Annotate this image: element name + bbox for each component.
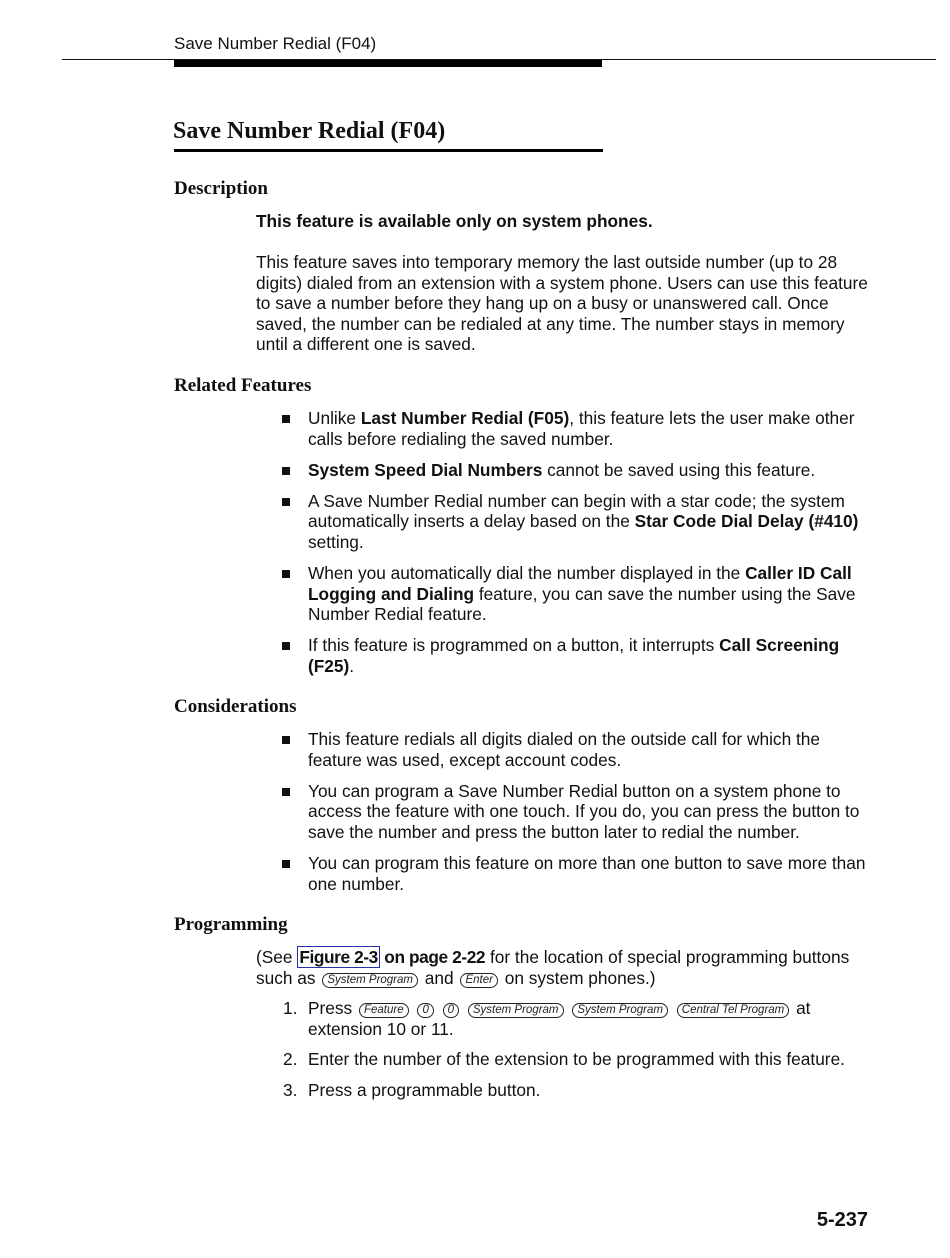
enter-key: Enter (460, 973, 498, 988)
zero-key: 0 (417, 1003, 433, 1018)
bullet-square-icon (282, 467, 290, 475)
list-item: You can program a Save Number Redial button on a system phone to access the feature with one touch. If you do, you can press the button to save the number and press the button later to redial the number. (256, 781, 872, 843)
system-program-key: System Program (468, 1003, 564, 1018)
bullet-square-icon (282, 860, 290, 868)
list-item: A Save Number Redial number can begin with a star code; the system automatically inserts a delay based on the Star Code Dial Delay (#410) setting. (256, 491, 872, 553)
title-rule (174, 149, 603, 152)
availability-note: This feature is available only on system phones. (256, 211, 653, 231)
list-item: Unlike Last Number Redial (F05), this feature lets the user make other calls before redialing the saved number. (256, 408, 872, 449)
step-item: 2. Enter the number of the extension to be programmed with this feature. (283, 1049, 845, 1070)
step-number: 1. (283, 998, 298, 1018)
step-number: 3. (283, 1080, 298, 1101)
list-item: This feature redials all digits dialed on the outside call for which the feature was used, except account codes. (256, 729, 872, 770)
programming-intro: (See Figure 2-3 on page 2-22 for the location of special programming buttons such as System Program and Enter on system phones.) (256, 947, 850, 988)
section-heading-related-features: Related Features (174, 375, 312, 396)
section-heading-description: Description (174, 178, 268, 199)
step-item: 3. Press a programmable button. (283, 1080, 541, 1101)
bullet-square-icon (282, 642, 290, 650)
page-number: 5-237 (816, 1209, 868, 1231)
programming-steps (256, 998, 872, 1111)
central-tel-program-key: Central Tel Program (677, 1003, 789, 1018)
feature-reference: Caller ID Call Logging and Dialing (308, 563, 852, 604)
zero-key: 0 (443, 1003, 459, 1018)
figure-page-reference: on page 2-22 (379, 947, 486, 967)
running-header: Save Number Redial (F04) (174, 34, 377, 53)
step-number: 2. (283, 1049, 298, 1070)
list-item: System Speed Dial Numbers cannot be saved using this feature. (256, 460, 872, 481)
page-title: Save Number Redial (F04) (173, 118, 446, 144)
feature-reference: System Speed Dial Numbers (308, 459, 543, 480)
list-item: You can program this feature on more than one button to save more than one number. (256, 853, 872, 894)
bullet-square-icon (282, 788, 290, 796)
step-item: 1. Press Feature 0 0 System Program System Program Central Tel Program at extension 10 or 11. (283, 998, 811, 1039)
bullet-square-icon (282, 415, 290, 423)
feature-key: Feature (359, 1003, 409, 1018)
system-program-key: System Program (572, 1003, 668, 1018)
list-item: When you automatically dial the number displayed in the Caller ID Call Logging and Dialing feature, you can save the number using the Save Number Redial feature. (256, 563, 872, 625)
feature-reference: Last Number Redial (F05) (360, 408, 570, 428)
feature-reference: Star Code Dial Delay (#410) (634, 511, 859, 532)
related-features-list (256, 408, 872, 687)
considerations-list (256, 729, 872, 905)
section-heading-considerations: Considerations (174, 696, 297, 717)
section-heading-programming: Programming (174, 914, 288, 935)
description-paragraph: This feature saves into temporary memory the last outside number (up to 28 digits) dialed from an extension with a system phone. Users can use this feature to save a number before they hang up on a busy or unanswered call. Once saved, the number can be redialed at any time. The number stays in memory until a different one is saved. (256, 252, 868, 355)
feature-reference: Call Screening (F25) (308, 635, 840, 676)
bullet-square-icon (282, 498, 290, 506)
list-item: If this feature is programmed on a button, it interrupts Call Screening (F25). (256, 635, 872, 676)
system-program-key: System Program (322, 973, 418, 988)
bullet-square-icon (282, 736, 290, 744)
header-bar (174, 60, 602, 67)
figure-link[interactable]: Figure 2-3 (299, 947, 378, 967)
bullet-square-icon (282, 570, 290, 578)
